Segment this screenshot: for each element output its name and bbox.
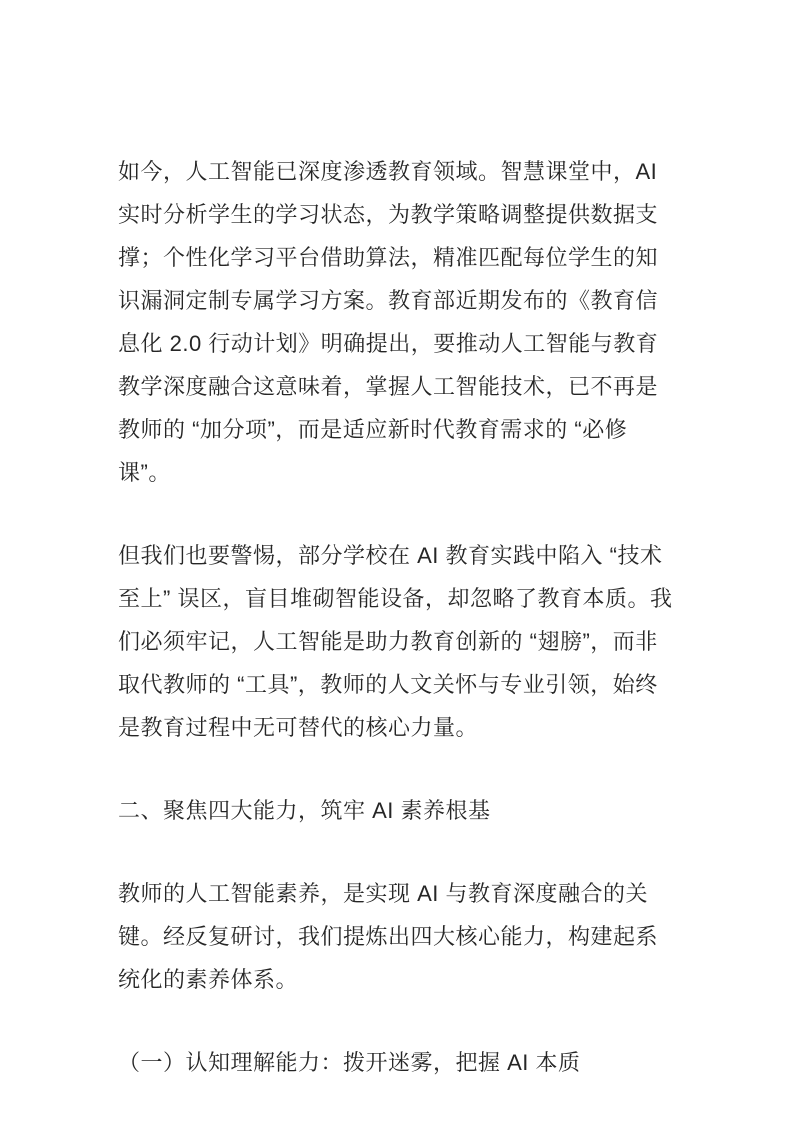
subsection-heading-cognitive-understanding: （一）认知理解能力：拨开迷雾，把握 AI 本质 — [118, 1050, 581, 1075]
section-heading-four-abilities: 二、聚焦四大能力，筑牢 AI 素养根基 — [118, 798, 491, 823]
paragraph-teacher-ai-literacy: 教师的人工智能素养，是实现 AI 与教育深度融合的关键。经反复研讨，我们提炼出四大核心能力，构建起系统化的素养体系。 — [118, 881, 659, 992]
paragraph-ai-penetration: 如今，人工智能已深度渗透教育领域。智慧课堂中，AI 实时分析学生的学习状态，为教学策略调整提供数据支撑；个性化学习平台借助算法，精准匹配每位学生的知识漏洞定制专属学习方案。教育部近期发布的《教育信息化 2.0 行动计划》明确提出，要推动人工智能与教育教学深度融合这意味着，掌握人工智能技术，已不再是教师的 “加分项”，而是适应新时代教育需求的 “必修课”。 — [118, 159, 659, 485]
paragraph-warning-tech-first: 但我们也要警惕，部分学校在 AI 教育实践中陷入 “技术至上” 误区，盲目堆砌智能设备，却忽略了教育本质。我们必须牢记，人工智能是助力教育创新的 “翅膀”，而非取代教师的 “工具”，教师的人文关怀与专业引领，始终是教育过程中无可替代的核心力量。 — [118, 543, 673, 740]
